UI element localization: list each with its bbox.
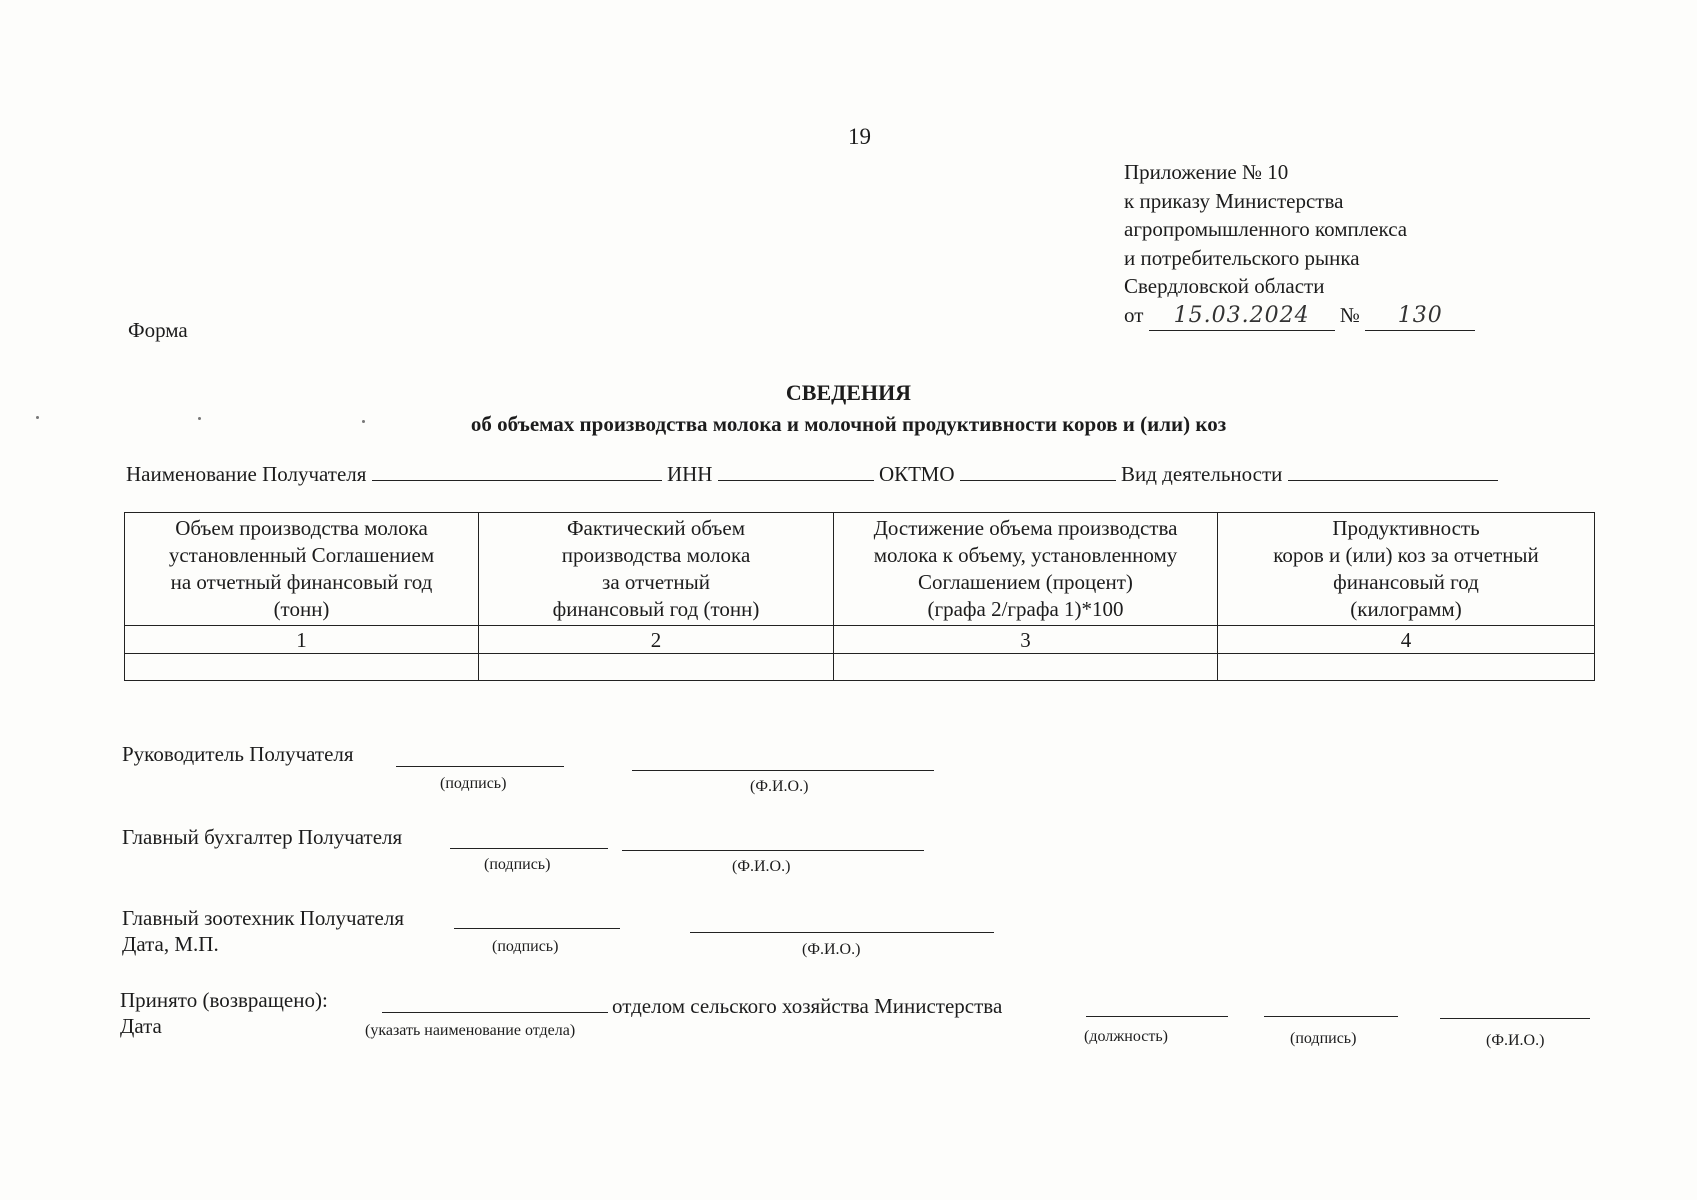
activity-label: Вид деятельности	[1121, 462, 1283, 486]
document-subtitle: об объемах производства молока и молочной продуктивности коров и (или) коз	[470, 412, 1227, 436]
accountant-signature-caption: (подпись)	[484, 856, 551, 873]
data-cell[interactable]	[1218, 654, 1595, 681]
header-cell-planned-volume: Объем производства молока установленный Соглашением на отчетный финансовый год (тонн)	[125, 513, 479, 626]
number-prefix: №	[1339, 302, 1360, 327]
accountant-fio-field[interactable]	[622, 850, 924, 851]
accountant-signature-label: Главный бухгалтер Получателя	[122, 825, 403, 849]
head-signature-label: Руководитель Получателя	[122, 742, 354, 766]
inn-field[interactable]	[718, 480, 874, 481]
column-number: 4	[1218, 626, 1595, 654]
department-text: отделом сельского хозяйства Министерства	[612, 994, 1003, 1018]
head-signature-caption: (подпись)	[440, 775, 507, 792]
zootech-fio-field[interactable]	[690, 932, 994, 933]
scan-speck	[36, 416, 39, 419]
appendix-line: и потребительского рынка	[1124, 245, 1360, 270]
recipient-name-field[interactable]	[372, 480, 662, 481]
zootech-fio-caption: (Ф.И.О.)	[802, 941, 861, 958]
appendix-block	[1124, 158, 1475, 331]
data-cell[interactable]	[479, 654, 834, 681]
header-cell-productivity: Продуктивность коров и (или) коз за отчетный финансовый год (килограмм)	[1218, 513, 1595, 626]
date-prefix: от	[1124, 302, 1144, 327]
acceptance-signature-field[interactable]	[1264, 1016, 1398, 1017]
scan-speck	[362, 420, 365, 423]
acceptance-fio-field[interactable]	[1440, 1018, 1590, 1019]
header-cell-achievement-percent: Достижение объема производства молока к объему, установленному Соглашением (процент) (графа 2/графа 1)*100	[834, 513, 1218, 626]
recipient-fields-row	[126, 462, 1498, 487]
order-date-line	[1124, 301, 1475, 332]
column-number: 2	[479, 626, 834, 654]
inn-label: ИНН	[666, 462, 713, 486]
header-cell-actual-volume: Фактический объем производства молока за отчетный финансовый год (тонн)	[479, 513, 834, 626]
activity-field[interactable]	[1288, 480, 1498, 481]
head-fio-field[interactable]	[632, 770, 934, 771]
appendix-line: агропромышленного комплекса	[1124, 217, 1408, 241]
production-table	[124, 512, 1595, 681]
handwritten-number: 130	[1397, 302, 1443, 328]
handwritten-date: 15.03.2024	[1173, 302, 1310, 328]
appendix-line: к приказу Министерства	[1124, 188, 1344, 213]
head-fio-caption: (Ф.И.О.)	[750, 778, 809, 795]
order-number-field	[1365, 301, 1475, 332]
zootech-signature-label: Главный зоотехник Получателя	[122, 906, 405, 930]
data-cell[interactable]	[834, 654, 1218, 681]
table-header-row	[125, 513, 1595, 626]
oktmo-label: ОКТМО	[878, 462, 955, 486]
department-name-field[interactable]	[382, 1012, 608, 1013]
acceptance-fio-caption: (Ф.И.О.)	[1486, 1032, 1545, 1049]
recipient-name-label: Наименование Получателя	[126, 462, 367, 486]
column-number: 3	[834, 626, 1218, 654]
position-caption: (должность)	[1084, 1028, 1168, 1045]
oktmo-field[interactable]	[960, 480, 1116, 481]
column-number-row	[125, 626, 1595, 654]
zootech-signature-caption: (подпись)	[492, 938, 559, 955]
scan-speck	[198, 417, 201, 420]
form-label: Форма	[128, 318, 188, 342]
order-date-field	[1149, 301, 1335, 332]
acceptance-label: Принято (возвращено):	[120, 988, 328, 1012]
department-caption: (указать наименование отдела)	[365, 1022, 576, 1039]
data-cell[interactable]	[125, 654, 479, 681]
zootech-signature-field[interactable]	[454, 928, 620, 929]
page-number: 19	[848, 124, 871, 149]
head-signature-field[interactable]	[396, 766, 564, 767]
column-number: 1	[125, 626, 479, 654]
accountant-signature-field[interactable]	[450, 848, 608, 849]
data-row	[125, 654, 1595, 681]
date-stamp-label: Дата, М.П.	[122, 932, 219, 956]
position-field[interactable]	[1086, 1016, 1228, 1017]
acceptance-signature-caption: (подпись)	[1290, 1030, 1357, 1047]
accountant-fio-caption: (Ф.И.О.)	[732, 858, 791, 875]
acceptance-date-label: Дата	[120, 1014, 162, 1038]
appendix-line: Свердловской области	[1124, 274, 1325, 298]
document-title: СВЕДЕНИЯ	[785, 380, 912, 405]
appendix-line: Приложение № 10	[1124, 160, 1289, 184]
